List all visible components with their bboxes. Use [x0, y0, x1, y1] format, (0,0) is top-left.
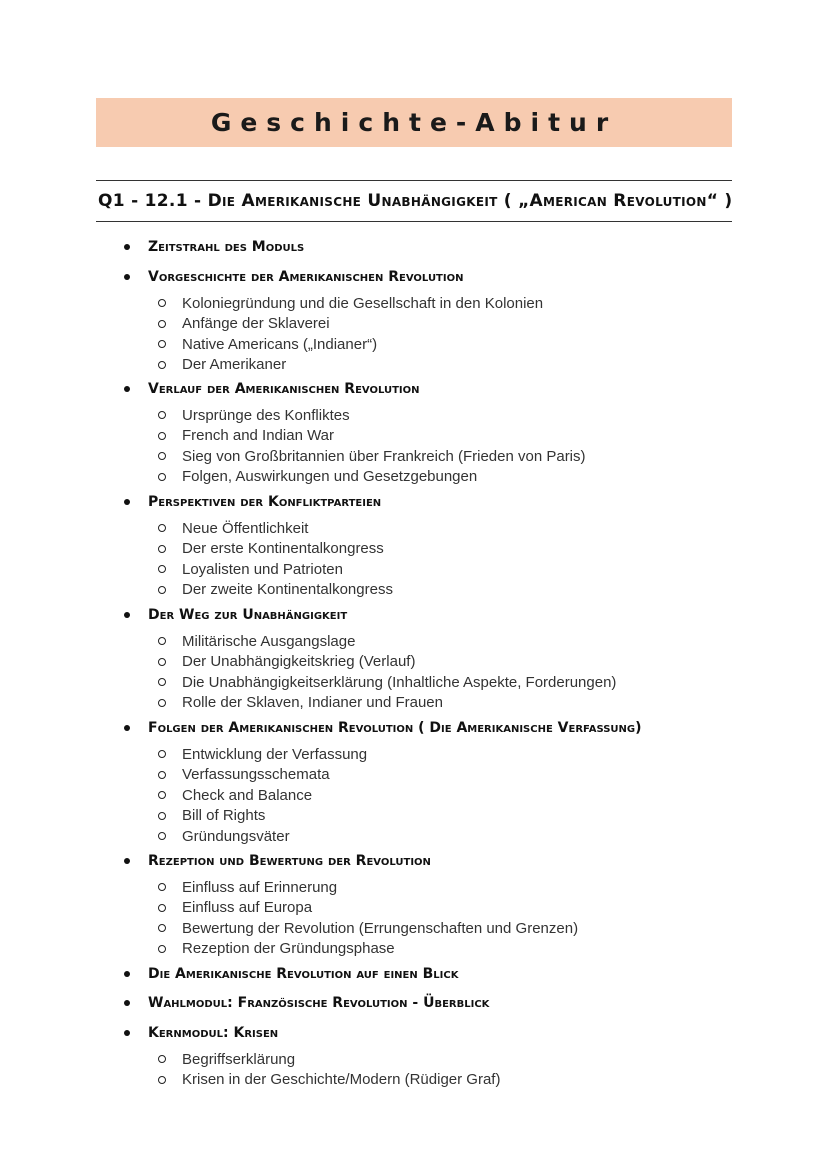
- circle-bullet-icon: [158, 473, 166, 481]
- circle-bullet-icon: [158, 771, 166, 779]
- subtopic-label: Krisen in der Geschichte/Modern (Rüdiger Graf): [182, 1071, 501, 1089]
- subtopic-label: Bill of Rights: [182, 807, 266, 825]
- subtopic-label: Rezeption der Gründungsphase: [182, 940, 395, 958]
- topic-item: [120, 1022, 278, 1044]
- subtopic-label: Militärische Ausgangslage: [182, 632, 356, 650]
- subtopic-label: Entwicklung der Verfassung: [182, 745, 368, 763]
- circle-bullet-icon: [158, 432, 166, 440]
- circle-bullet-icon: [158, 452, 166, 460]
- subtopic-item: [158, 467, 477, 487]
- subtopic-item: [158, 652, 415, 672]
- subtopic-item: [158, 693, 443, 713]
- topic-label: Der Weg zur Unabhängigkeit: [148, 607, 348, 623]
- subtopic-item: [158, 806, 265, 826]
- subtopic-item: [158, 898, 312, 918]
- subtopic-label: Native Americans („Indianer“): [182, 335, 378, 353]
- bullet-icon: [124, 274, 130, 280]
- bullet-icon: [124, 499, 130, 505]
- bullet-icon: [124, 1000, 130, 1006]
- topic-item: [120, 266, 463, 288]
- subtopic-label: Check and Balance: [182, 786, 313, 804]
- circle-bullet-icon: [158, 699, 166, 707]
- circle-bullet-icon: [158, 812, 166, 820]
- subtopic-item: [158, 1049, 295, 1069]
- topic-label: Wahlmodul: Französische Revolution - Überblick: [148, 995, 490, 1011]
- subtopic-label: Einfluss auf Europa: [182, 899, 313, 917]
- bullet-icon: [124, 971, 130, 977]
- subtopic-item: [158, 939, 395, 959]
- title-banner: [96, 98, 732, 147]
- circle-bullet-icon: [158, 945, 166, 953]
- bullet-icon: [124, 612, 130, 618]
- subtopic-item: [158, 355, 286, 375]
- subtopic-label: Neue Öffentlichkeit: [182, 519, 309, 537]
- subtopic-item: [158, 1070, 500, 1090]
- circle-bullet-icon: [158, 565, 166, 573]
- topic-item: [120, 992, 489, 1014]
- topic-label: Zeitstrahl des Moduls: [148, 239, 305, 255]
- page-title: Geschichte-Abitur: [210, 108, 618, 137]
- subtopic-item: [158, 744, 367, 764]
- subtopic-item: [158, 918, 578, 938]
- subtopic-label: Einfluss auf Erinnerung: [182, 878, 338, 896]
- bullet-icon: [124, 725, 130, 731]
- topic-item: [120, 378, 420, 400]
- circle-bullet-icon: [158, 678, 166, 686]
- circle-bullet-icon: [158, 924, 166, 932]
- subtopic-item: [158, 293, 543, 313]
- subtopic-item: [158, 580, 393, 600]
- subtopic-label: Gründungsväter: [182, 827, 290, 845]
- section-heading: [96, 180, 732, 222]
- topic-label: Rezeption und Bewertung der Revolution: [148, 853, 431, 869]
- circle-bullet-icon: [158, 1055, 166, 1063]
- circle-bullet-icon: [158, 791, 166, 799]
- subtopic-item: [158, 426, 334, 446]
- subtopic-label: Verfassungsschemata: [182, 766, 330, 784]
- subtopic-item: [158, 631, 355, 651]
- circle-bullet-icon: [158, 637, 166, 645]
- topic-label: Perspektiven der Konfliktparteien: [148, 494, 382, 510]
- subtopic-label: Folgen, Auswirkungen und Gesetzgebungen: [182, 468, 478, 486]
- subtopic-item: [158, 314, 330, 334]
- subtopic-item: [158, 334, 377, 354]
- subtopic-label: Bewertung der Revolution (Errungenschaften und Grenzen): [182, 919, 579, 937]
- topic-item: [120, 236, 304, 258]
- topic-label: Vorgeschichte der Amerikanischen Revolution: [148, 269, 464, 285]
- subtopic-item: [158, 672, 616, 692]
- circle-bullet-icon: [158, 1076, 166, 1084]
- topic-label: Die Amerikanische Revolution auf einen Blick: [148, 966, 459, 982]
- subtopic-label: Loyalisten und Patrioten: [182, 560, 343, 578]
- subtopic-item: [158, 539, 384, 559]
- circle-bullet-icon: [158, 524, 166, 532]
- bullet-icon: [124, 858, 130, 864]
- subtopic-item: [158, 877, 337, 897]
- topic-item: [120, 717, 642, 739]
- circle-bullet-icon: [158, 320, 166, 328]
- subtopic-item: [158, 765, 330, 785]
- subtopic-label: Koloniegründung und die Gesellschaft in den Kolonien: [182, 294, 544, 312]
- subtopic-item: [158, 785, 312, 805]
- bullet-icon: [124, 1030, 130, 1036]
- subtopic-label: Sieg von Großbritannien über Frankreich (Frieden von Paris): [182, 447, 586, 465]
- topic-label: Folgen der Amerikanischen Revolution ( Die Amerikanische Verfassung): [148, 720, 642, 736]
- circle-bullet-icon: [158, 545, 166, 553]
- subtopic-item: [158, 446, 586, 466]
- topic-item: [120, 963, 458, 985]
- subtopic-label: Begriffserklärung: [182, 1050, 296, 1068]
- topic-label: Kernmodul: Krisen: [148, 1025, 279, 1041]
- circle-bullet-icon: [158, 299, 166, 307]
- circle-bullet-icon: [158, 658, 166, 666]
- subtopic-item: [158, 826, 290, 846]
- circle-bullet-icon: [158, 411, 166, 419]
- section-title: Q1 - 12.1 - Die Amerikanische Unabhängigkeit ( „American Revolution“ ): [98, 191, 733, 211]
- circle-bullet-icon: [158, 586, 166, 594]
- subtopic-label: Die Unabhängigkeitserklärung (Inhaltliche Aspekte, Forderungen): [182, 673, 617, 691]
- subtopic-label: Der zweite Kontinentalkongress: [182, 581, 393, 599]
- subtopic-label: Ursprünge des Konfliktes: [182, 406, 350, 424]
- circle-bullet-icon: [158, 361, 166, 369]
- topic-label: Verlauf der Amerikanischen Revolution: [148, 381, 420, 397]
- bullet-icon: [124, 386, 130, 392]
- subtopic-item: [158, 559, 343, 579]
- circle-bullet-icon: [158, 340, 166, 348]
- subtopic-label: Der Amerikaner: [182, 356, 287, 374]
- topic-item: [120, 604, 347, 626]
- subtopic-item: [158, 405, 350, 425]
- subtopic-label: Anfänge der Sklaverei: [182, 315, 330, 333]
- topic-item: [120, 850, 431, 872]
- circle-bullet-icon: [158, 904, 166, 912]
- subtopic-item: [158, 518, 308, 538]
- subtopic-label: Der Unabhängigkeitskrieg (Verlauf): [182, 653, 416, 671]
- subtopic-label: Rolle der Sklaven, Indianer und Frauen: [182, 694, 443, 712]
- circle-bullet-icon: [158, 750, 166, 758]
- bullet-icon: [124, 244, 130, 250]
- circle-bullet-icon: [158, 832, 166, 840]
- topic-item: [120, 491, 381, 513]
- subtopic-label: Der erste Kontinentalkongress: [182, 540, 384, 558]
- subtopic-label: French and Indian War: [182, 427, 335, 445]
- circle-bullet-icon: [158, 883, 166, 891]
